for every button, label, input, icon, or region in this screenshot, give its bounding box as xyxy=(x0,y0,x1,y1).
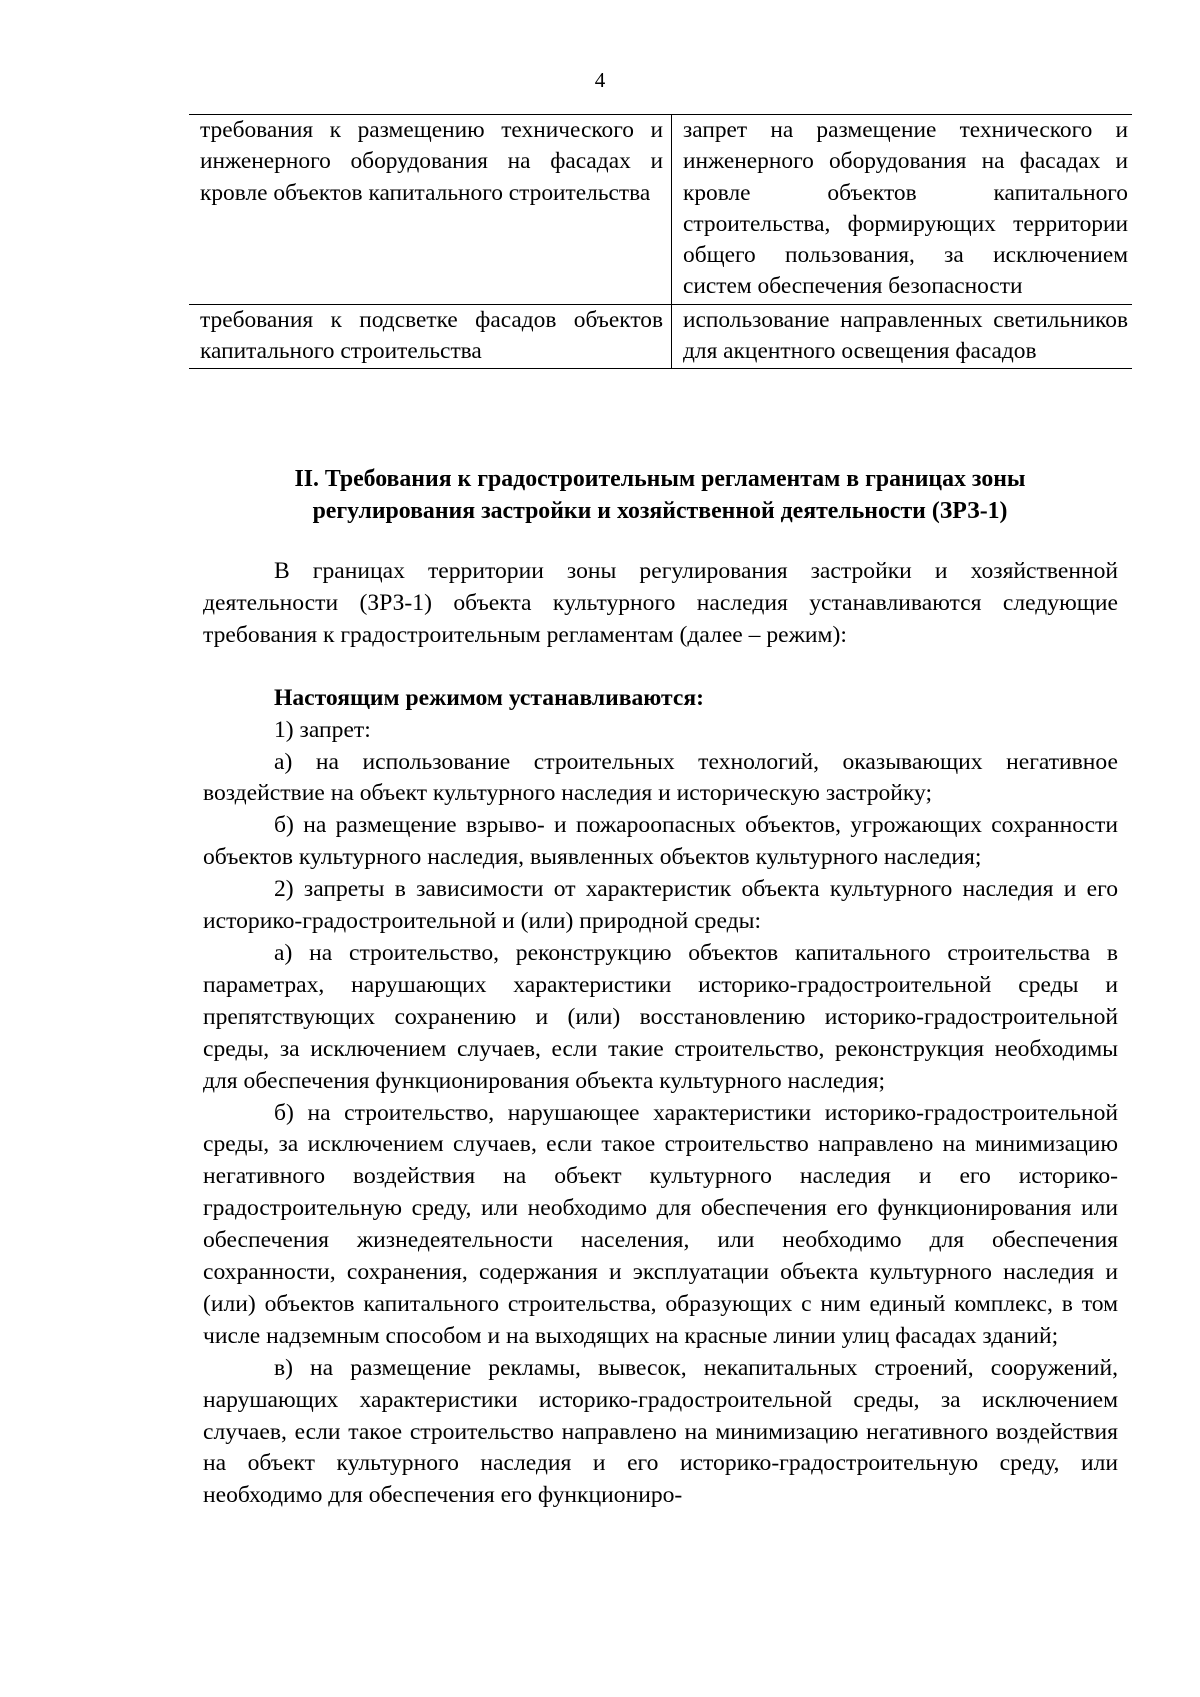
page-number: 4 xyxy=(594,68,606,92)
list-item: а) на строительство, реконструкцию объектов капитального строительства в параметрах, нарушающих характеристики историко-градостроительной среды и препятствующих сохранению и (или) восстановлению историко-градостроительной среды, за исключением случаев, если такие строительство, реконструкция необходимы для обеспечения функционирования объекта культурного наследия; xyxy=(203,939,1118,1094)
table-cell-requirement: требования к размещению технического и инженерного оборудования на фасадах и кровле объектов капитального строительства xyxy=(189,115,672,305)
list-item: 1) запрет: xyxy=(274,716,371,743)
list-item: а) на использование строительных технологий, оказывающих негативное воздействие на объект культурного наследия и историческую застройку; xyxy=(203,748,1118,807)
section-heading-line: II. Требования к градостроительным регламентам в границах зоны xyxy=(294,466,1026,492)
requirements-table xyxy=(189,114,1132,369)
table-cell-regulation: использование направленных светильников для акцентного освещения фасадов xyxy=(672,304,1133,369)
section-body xyxy=(203,556,1118,1512)
table-cell-requirement: требования к подсветке фасадов объектов капитального строительства xyxy=(189,304,672,369)
regime-heading: Настоящим режимом устанавливаются: xyxy=(274,684,704,711)
section-heading xyxy=(200,464,1120,527)
list-item: б) на размещение взрыво- и пожароопасных объектов, угрожающих сохранности объектов культурного наследия, выявленных объектов культурного наследия; xyxy=(203,812,1118,871)
list-item: в) на размещение рекламы, вывесок, некапитальных строений, сооружений, нарушающих характеристики историко-градостроительной среды, за исключением случаев, если такое строительство направлено на минимизацию негативного воздействия на объект культурного наследия и его историко-градостроительную среду, или необходимо для обеспечения его функциониро- xyxy=(203,1354,1118,1509)
list-item: 2) запреты в зависимости от характеристик объекта культурного наследия и его историко-градостроительной и (или) природной среды: xyxy=(203,876,1118,935)
section-heading-line: регулирования застройки и хозяйственной деятельности (ЗРЗ-1) xyxy=(312,497,1008,524)
intro-paragraph: В границах территории зоны регулирования застройки и хозяйственной деятельности (ЗРЗ-1) объекта культурного наследия устанавливаются следующие требования к градостроительным регламентам (далее – режим): xyxy=(203,558,1118,648)
table-row xyxy=(189,115,1132,305)
table-cell-regulation: запрет на размещение технического и инженерного оборудования на фасадах и кровле объектов капитального строительства, формирующих территории общего пользования, за исключением систем обеспечения безопасности xyxy=(672,115,1133,305)
list-item: б) на строительство, нарушающее характеристики историко-градостроительной среды, за исключением случаев, если такое строительство направлено на минимизацию негативного воздействия на объект культурного наследия и его историко-градостроительную среду, или необходимо для обеспечения его функционирования или обеспечения жизнедеятельности населения, или необходимо для обеспечения сохранности, сохранения, содержания и эксплуатации объекта культурного наследия и (или) объектов капитального строительства, образующих с ним единый комплекс, в том числе надземным способом и на выходящих на красные линии улиц фасадах зданий; xyxy=(203,1099,1118,1349)
table-row xyxy=(189,304,1132,369)
